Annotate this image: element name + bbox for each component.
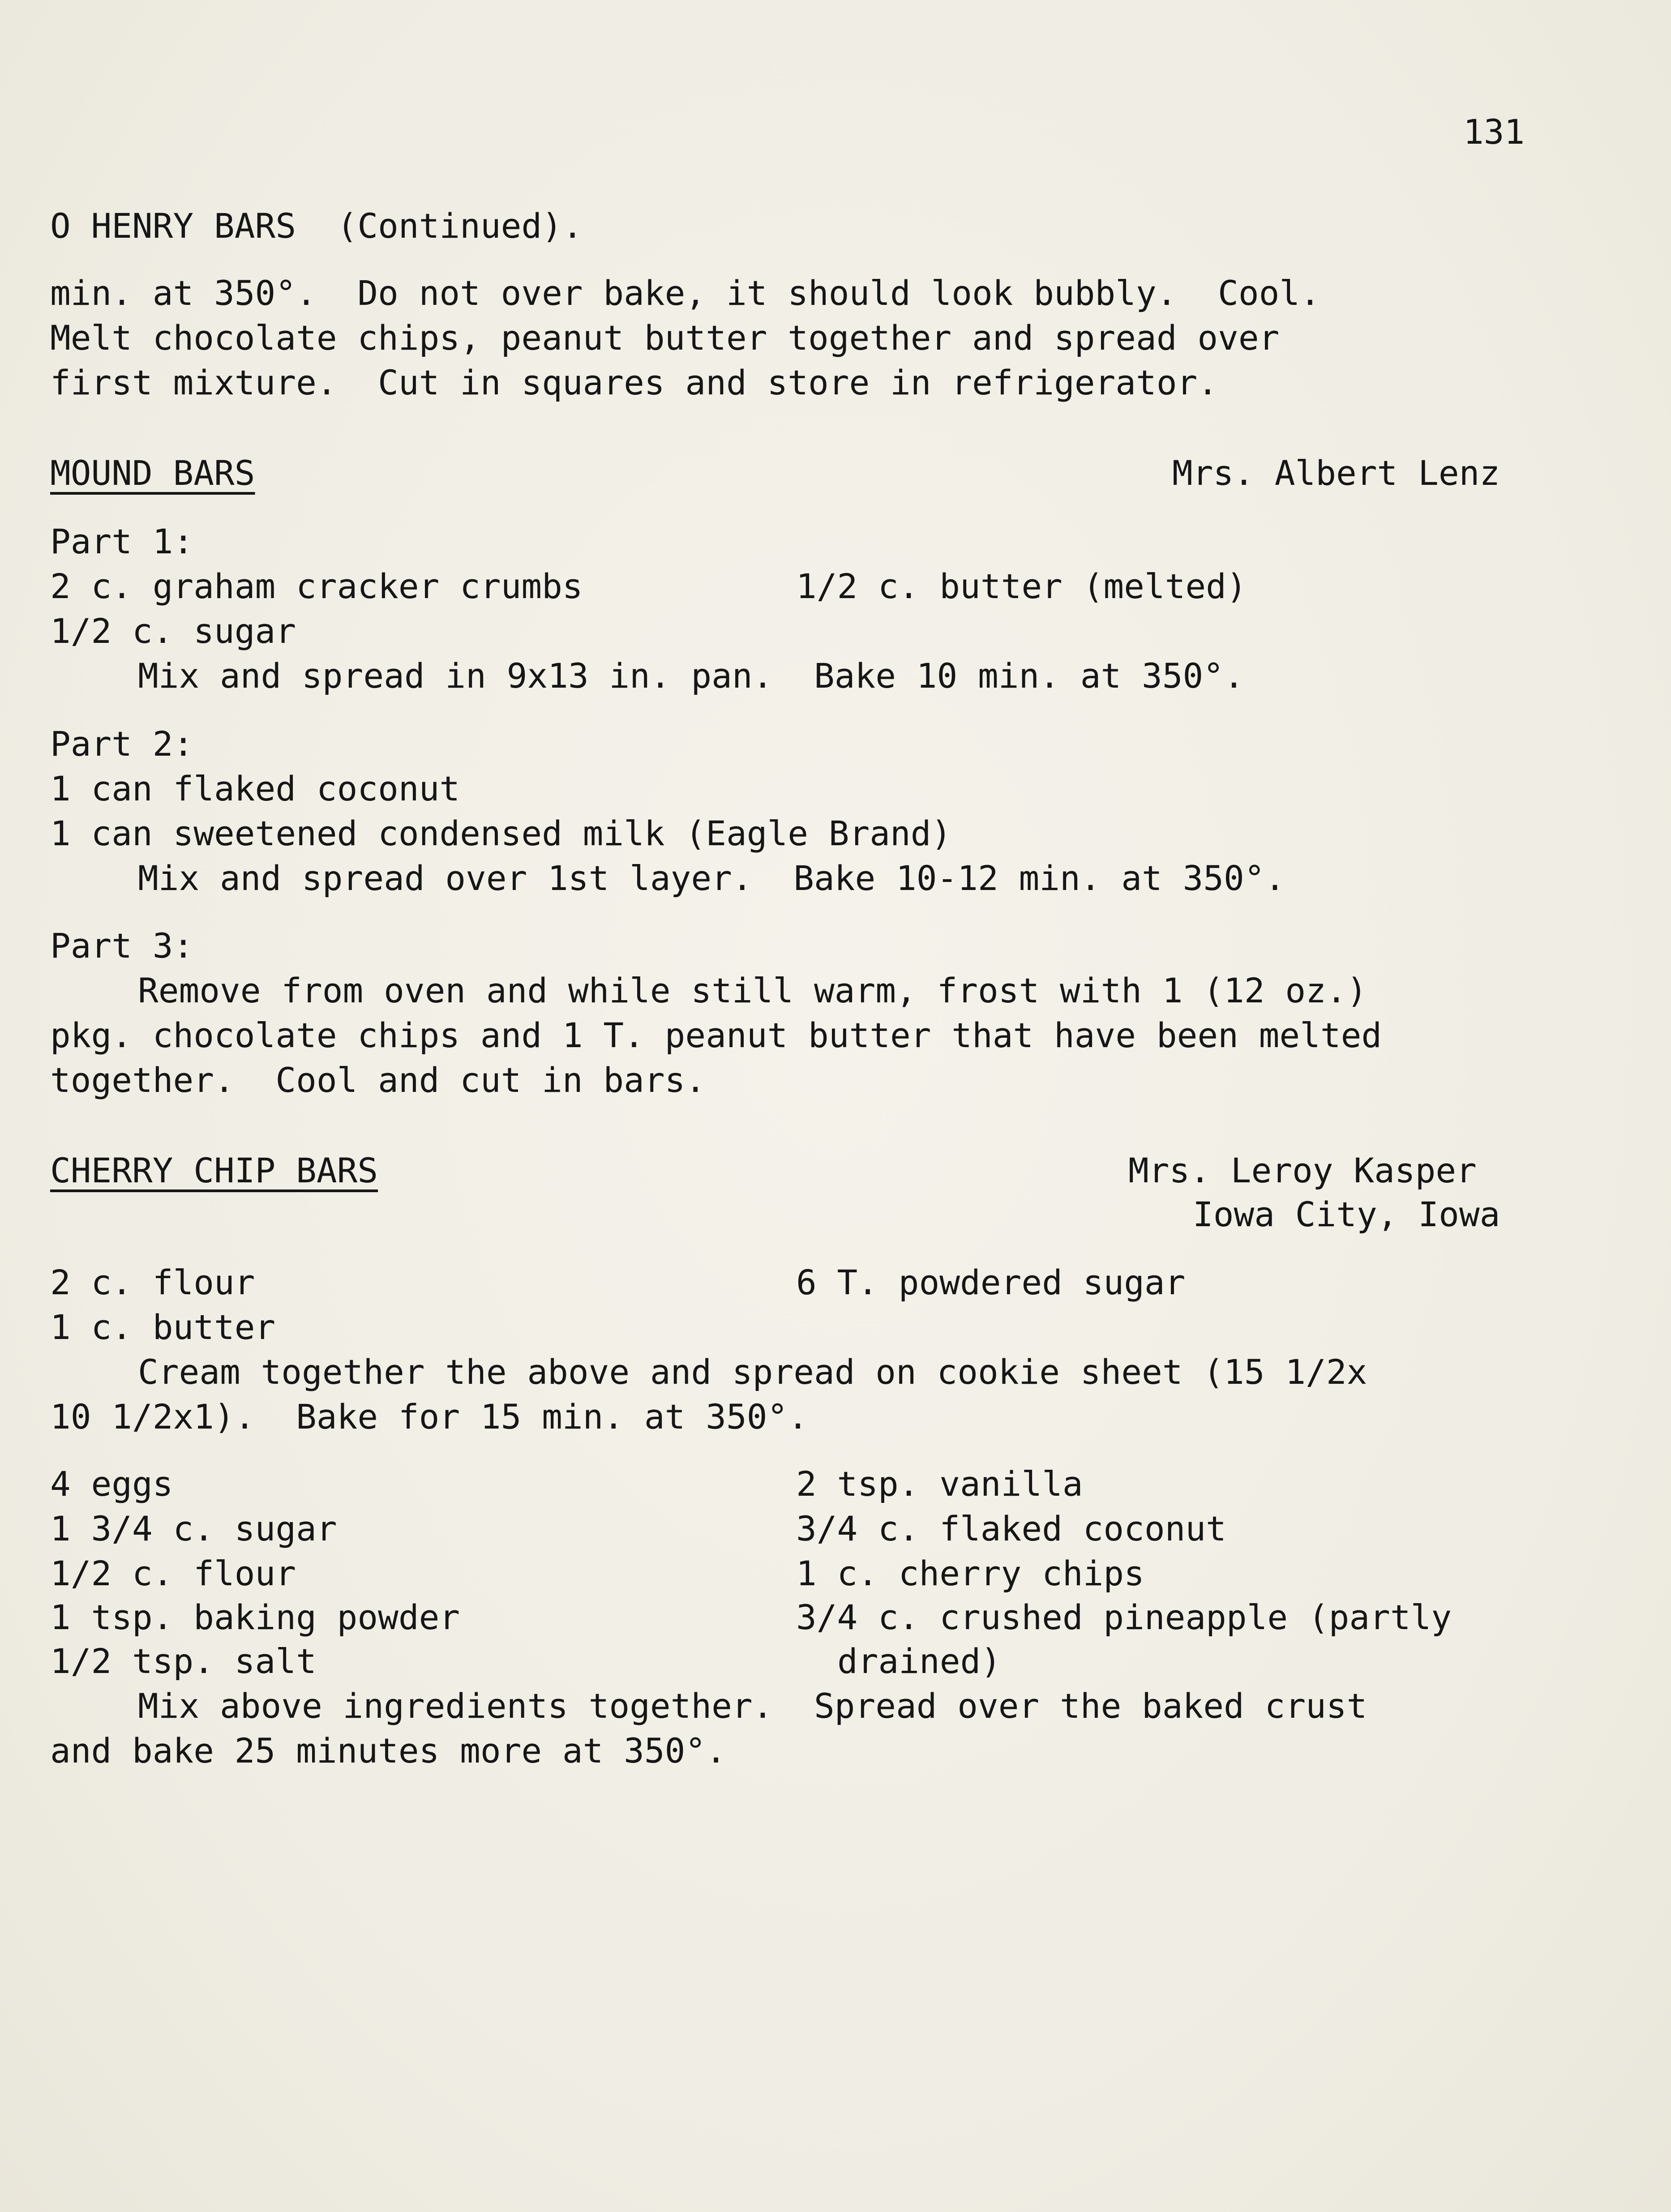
- recipe-title: MOUND BARS: [50, 453, 255, 493]
- part-label: Part 1:: [50, 522, 194, 561]
- page-number: 131: [1463, 112, 1525, 152]
- instruction: 10 1/2x1). Bake for 15 min. at 350°.: [50, 1397, 808, 1437]
- ingredient: 3/4 c. crushed pineapple (partly: [796, 1597, 1452, 1637]
- instruction: and bake 25 minutes more at 350°.: [50, 1731, 726, 1771]
- continued-line: min. at 350°. Do not over bake, it should look bubbly. Cool.: [50, 273, 1320, 313]
- ingredient: 1 c. cherry chips: [796, 1553, 1144, 1593]
- instruction: pkg. chocolate chips and 1 T. peanut butter that have been melted: [50, 1015, 1382, 1055]
- ingredient: 1 can sweetened condensed milk (Eagle Brand): [50, 813, 952, 853]
- ingredient: 6 T. powdered sugar: [796, 1262, 1186, 1302]
- instruction: together. Cool and cut in bars.: [50, 1060, 706, 1100]
- recipe-title: CHERRY CHIP BARS: [50, 1151, 378, 1190]
- ingredient: drained): [837, 1641, 1002, 1681]
- recipe-location: Iowa City, Iowa: [1193, 1194, 1500, 1234]
- instruction: Cream together the above and spread on cookie sheet (15 1/2x: [138, 1352, 1367, 1392]
- part-label: Part 2:: [50, 724, 194, 764]
- ingredient: 4 eggs: [50, 1464, 173, 1504]
- ingredient: 1/2 c. sugar: [50, 611, 296, 651]
- continued-line: Melt chocolate chips, peanut butter together and spread over: [50, 318, 1280, 358]
- ingredient: 3/4 c. flaked coconut: [796, 1509, 1226, 1549]
- instruction: Remove from oven and while still warm, frost with 1 (12 oz.): [138, 971, 1367, 1010]
- recipe-author: Mrs. Leroy Kasper: [1128, 1151, 1477, 1190]
- ingredient: 1/2 c. butter (melted): [796, 566, 1247, 606]
- continued-heading: O HENRY BARS (Continued).: [50, 206, 583, 246]
- ingredient: 2 tsp. vanilla: [796, 1464, 1083, 1504]
- instruction: Mix and spread in 9x13 in. pan. Bake 10 min. at 350°.: [138, 656, 1244, 696]
- ingredient: 2 c. flour: [50, 1262, 255, 1302]
- instruction: Mix above ingredients together. Spread over the baked crust: [138, 1686, 1367, 1726]
- recipe-author: Mrs. Albert Lenz: [1172, 453, 1500, 493]
- ingredient: 1 can flaked coconut: [50, 769, 460, 809]
- ingredient: 2 c. graham cracker crumbs: [50, 566, 583, 606]
- continued-line: first mixture. Cut in squares and store in refrigerator.: [50, 363, 1218, 402]
- ingredient: 1 c. butter: [50, 1307, 276, 1347]
- part-label: Part 3:: [50, 926, 194, 966]
- ingredient: 1 tsp. baking powder: [50, 1597, 460, 1637]
- ingredient: 1/2 tsp. salt: [50, 1641, 317, 1681]
- ingredient: 1/2 c. flour: [50, 1553, 296, 1593]
- instruction: Mix and spread over 1st layer. Bake 10-12 min. at 350°.: [138, 858, 1285, 898]
- ingredient: 1 3/4 c. sugar: [50, 1509, 337, 1549]
